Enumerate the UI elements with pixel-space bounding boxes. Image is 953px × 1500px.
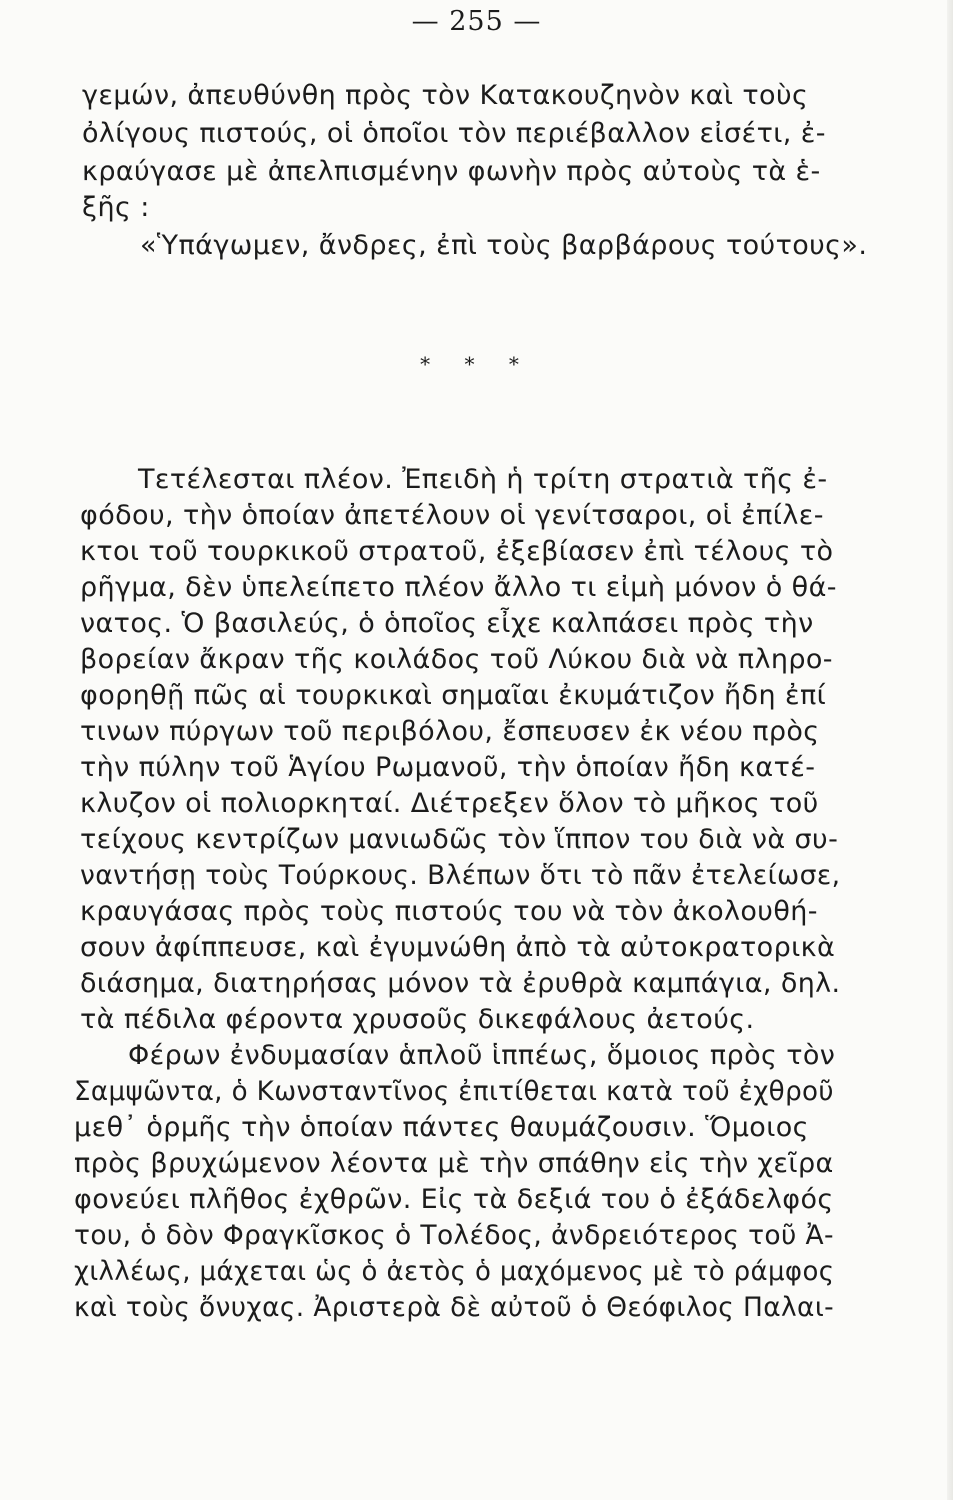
text-line: Σαμψῶντα, ὁ Κωνσταντῖνος ἐπιτίθεται κατὰ τοῦ ἐχθροῦ	[74, 1076, 834, 1107]
text-line: ὀλίγους πιστούς, οἱ ὁποῖοι τὸν περιέβαλλον εἰσέτι, ἐ-	[82, 118, 826, 149]
text-line: τὰ πέδιλα φέροντα χρυσοῦς δικεφάλους ἀετούς.	[80, 1004, 755, 1035]
text-line: Φέρων ἐνδυμασίαν ἁπλοῦ ἱππέως, ὅμοιος πρὸς τὸν	[128, 1040, 836, 1071]
text-line: ξῆς :	[82, 192, 150, 223]
text-line: διάσημα, διατηρήσας μόνον τὰ ἐρυθρὰ καμπάγια, δηλ.	[80, 968, 841, 999]
text-line: κραύγασε μὲ ἀπελπισμένην φωνὴν πρὸς αὐτοὺς τὰ ἑ-	[82, 156, 821, 187]
text-line: ναντήσῃ τοὺς Τούρκους. Βλέπων ὅτι τὸ πᾶν ἐτελείωσε,	[80, 860, 841, 891]
text-line: φόδου, τὴν ὁποίαν ἀπετέλουν οἱ γενίτσαροι, οἱ ἐπίλε-	[80, 500, 824, 531]
text-line: ρῆγμα, δὲν ὑπελείπετο πλέον ἄλλο τι εἰμὴ μόνον ὁ θά-	[80, 572, 837, 603]
text-line: Τετέλεσται πλέον. Ἐπειδὴ ἡ τρίτη στρατιὰ τῆς ἐ-	[138, 464, 828, 495]
text-line: χιλλέως, μάχεται ὡς ὁ ἀετὸς ὁ μαχόμενος μὲ τὸ ράμφος	[74, 1256, 835, 1287]
text-line: μεθ᾽ ὁρμῆς τὴν ὁποίαν πάντες θαυμάζουσιν. Ὅμοιος	[74, 1112, 809, 1143]
text-line: βορείαν ἄκραν τῆς κοιλάδος τοῦ Λύκου διὰ νὰ πληρο-	[80, 644, 833, 675]
text-line: φορηθῇ πῶς αἱ τουρκικαὶ σημαῖαι ἐκυμάτιζον ἤδη ἐπί	[80, 680, 827, 711]
text-line: τὴν πύλην τοῦ Ἁγίου Ρωμανοῦ, τὴν ὁποίαν ἤδη κατέ-	[80, 752, 816, 783]
text-line: νατος. Ὁ βασιλεύς, ὁ ὁποῖος εἶχε καλπάσει πρὸς τὴν	[80, 608, 814, 639]
paper-edge	[947, 0, 953, 1500]
text-line: καὶ τοὺς ὄνυχας. Ἀριστερὰ δὲ αὐτοῦ ὁ Θεόφιλος Παλαι-	[74, 1292, 835, 1323]
text-line: του, ὁ δὸν Φραγκῖσκος ὁ Τολέδος, ἀνδρειότερος τοῦ Ἀ-	[74, 1220, 834, 1251]
section-separator: * * *	[420, 352, 533, 376]
text-line: πρὸς βρυχώμενον λέοντα μὲ τὴν σπάθην εἰς τὴν χεῖρα	[74, 1148, 834, 1179]
text-line: τινων πύργων τοῦ περιβόλου, ἔσπευσεν ἐκ νέου πρὸς	[80, 716, 820, 747]
text-line: τείχους κεντρίζων μανιωδῶς τὸν ἵππον του διὰ νὰ συ-	[80, 824, 839, 855]
text-line: φονεύει πλῆθος ἐχθρῶν. Εἰς τὰ δεξιά του ὁ ἐξάδελφός	[74, 1184, 834, 1215]
text-line: «Ὑπάγωμεν, ἄνδρες, ἐπὶ τοὺς βαρβάρους τούτους».	[140, 230, 868, 261]
page-number: — 255 —	[411, 6, 542, 37]
text-line: γεμών, ἀπευθύνθη πρὸς τὸν Κατακουζηνὸν καὶ τοὺς	[82, 80, 809, 111]
text-line: κτοι τοῦ τουρκικοῦ στρατοῦ, ἐξεβίασεν ἐπὶ τέλους τὸ	[80, 536, 834, 567]
text-line: κραυγάσας πρὸς τοὺς πιστούς του νὰ τὸν ἀκολουθή-	[80, 896, 818, 927]
text-line: κλυζον οἱ πολιορκηταί. Διέτρεξεν ὅλον τὸ μῆκος τοῦ	[80, 788, 819, 819]
text-line: σουν ἀφίππευσε, καὶ ἐγυμνώθη ἀπὸ τὰ αὐτοκρατορικὰ	[80, 932, 836, 963]
